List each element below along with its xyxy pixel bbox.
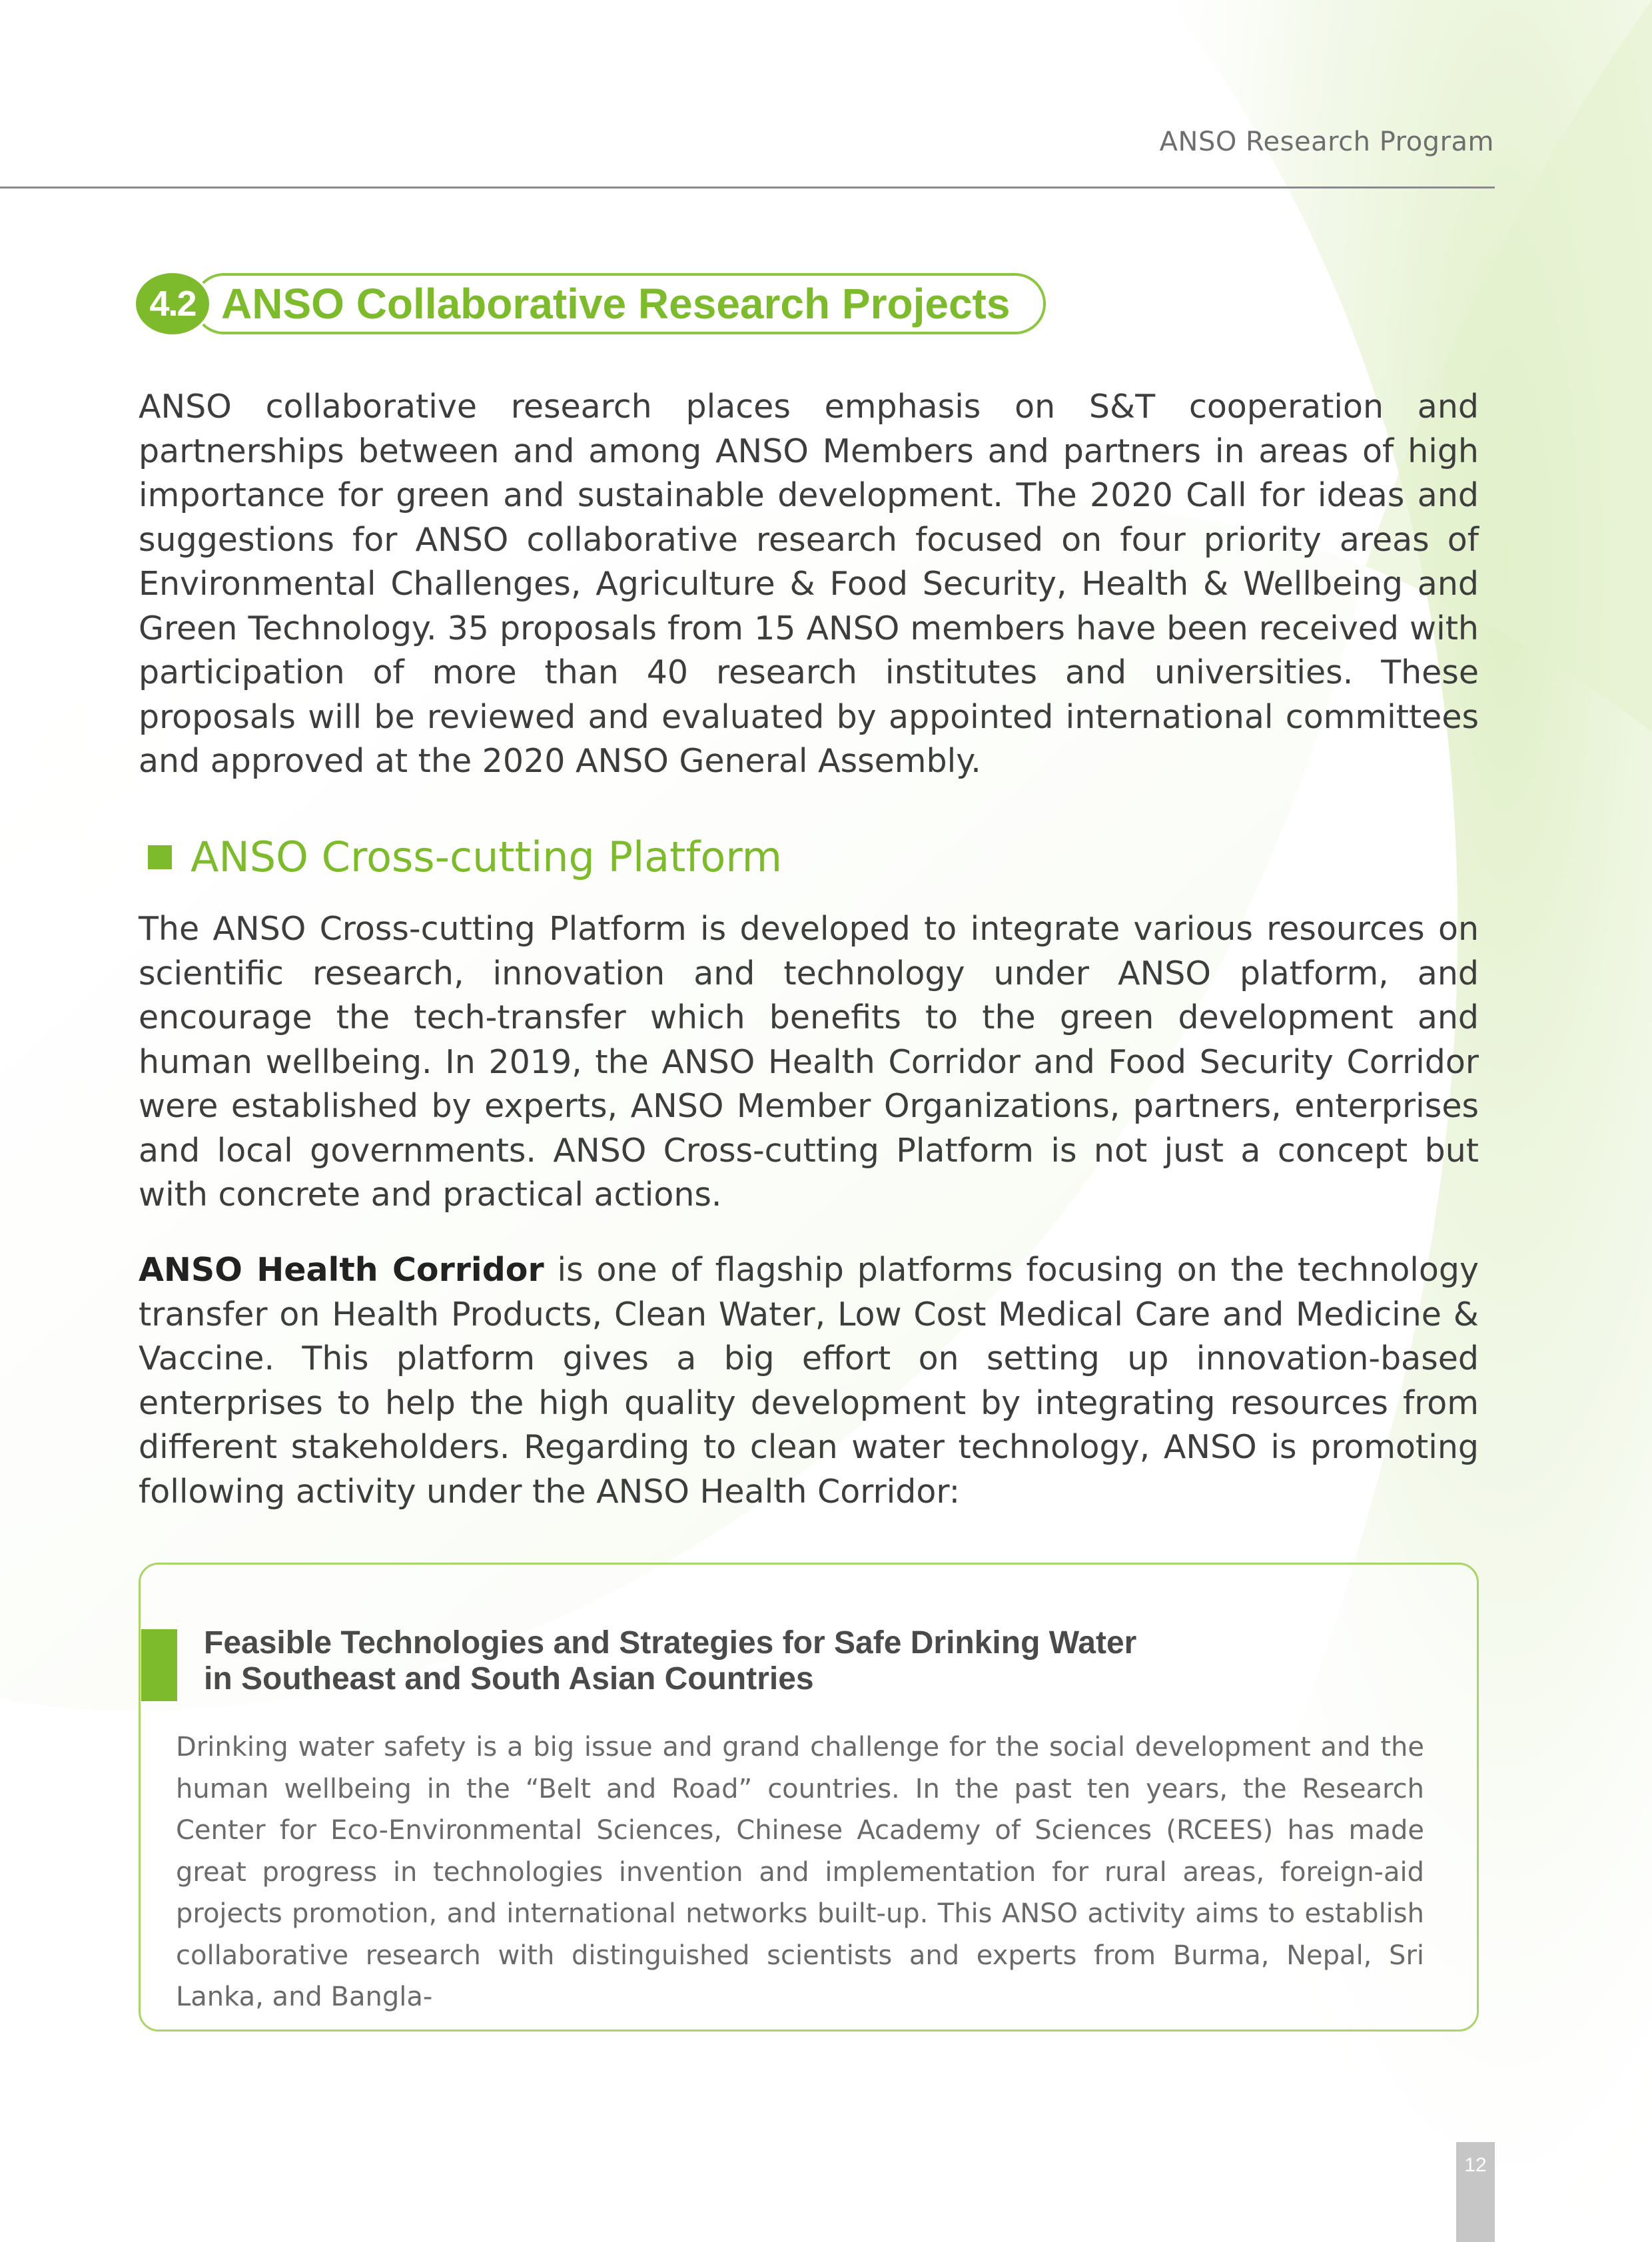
health-corridor-bold-lead: ANSO Health Corridor (139, 1251, 544, 1289)
page-number: 12 (1456, 2142, 1495, 2242)
header-divider (0, 187, 1495, 188)
bullet-square-icon (148, 845, 172, 869)
running-header: ANSO Research Program (1159, 127, 1494, 157)
subsection-heading-text: ANSO Cross-cutting Platform (191, 833, 783, 881)
highlight-title-line-1: Feasible Technologies and Strategies for Safe Drinking Water (204, 1625, 1137, 1661)
highlight-title-line-2: in Southeast and South Asian Countries (204, 1661, 814, 1696)
platform-paragraph: The ANSO Cross-cutting Platform is developed to integrate various resources on scientific research, innovation and technology under ANSO platform, and encourage the tech-transfer which benefits to the green development and human wellbeing. In 2019, the ANSO Health Corridor and Food Security Corridor were established by experts, ANSO Member Organizations, partners, enterprises and local governments. ANSO Cross-cutting Platform is not just a concept but with concrete and practical actions. (139, 910, 1479, 1214)
section-number-badge: 4.2 (136, 273, 209, 334)
highlight-box-title (204, 1625, 1270, 1697)
section-title: ANSO Collaborative Research Projects (221, 280, 1011, 328)
subsection-heading (148, 833, 782, 881)
health-corridor-text: is one of flagship platforms focusing on the technology transfer on Health Products, Clean Water, Low Cost Medical Care and Medicine & Vaccine. This platform gives a big effort on setting up innovation-based enterprises to help the high quality development by integrating resources from different stakeholders. Regarding to clean water technology, ANSO is promoting following activity under the ANSO Health Corridor: (139, 1251, 1479, 1511)
highlight-accent-bar (141, 1629, 177, 1701)
intro-paragraph: ANSO collaborative research places emphasis on S&T cooperation and partnerships between and among ANSO Members and partners in areas of high importance for green and sustainable development. The 2020 Call for ideas and suggestions for ANSO collaborative research focused on four priority areas of Environmental Challenges, Agriculture & Food Security, Health & Wellbeing and Green Technology. 35 proposals from 15 ANSO members have been received with participation of more than 40 research institutes and universities. These proposals will be reviewed and evaluated by appointed international committees and approved at the 2020 ANSO General Assembly. (139, 388, 1479, 780)
highlight-box-text: Drinking water safety is a big issue and grand challenge for the social development and the human wellbeing in the “Belt and Road” countries. In the past ten years, the Research Center for Eco-Environmental Sciences, Chinese Academy of Sciences (RCEES) has made great progress in technologies invention and implementation for rural areas, foreign-aid projects promotion, and international networks built-up. This ANSO activity aims to establish collaborative research with distinguished scientists and experts from Burma, Nepal, Sri Lanka, and Bangla- (176, 1732, 1424, 2012)
health-corridor-paragraph (139, 1248, 1479, 1514)
